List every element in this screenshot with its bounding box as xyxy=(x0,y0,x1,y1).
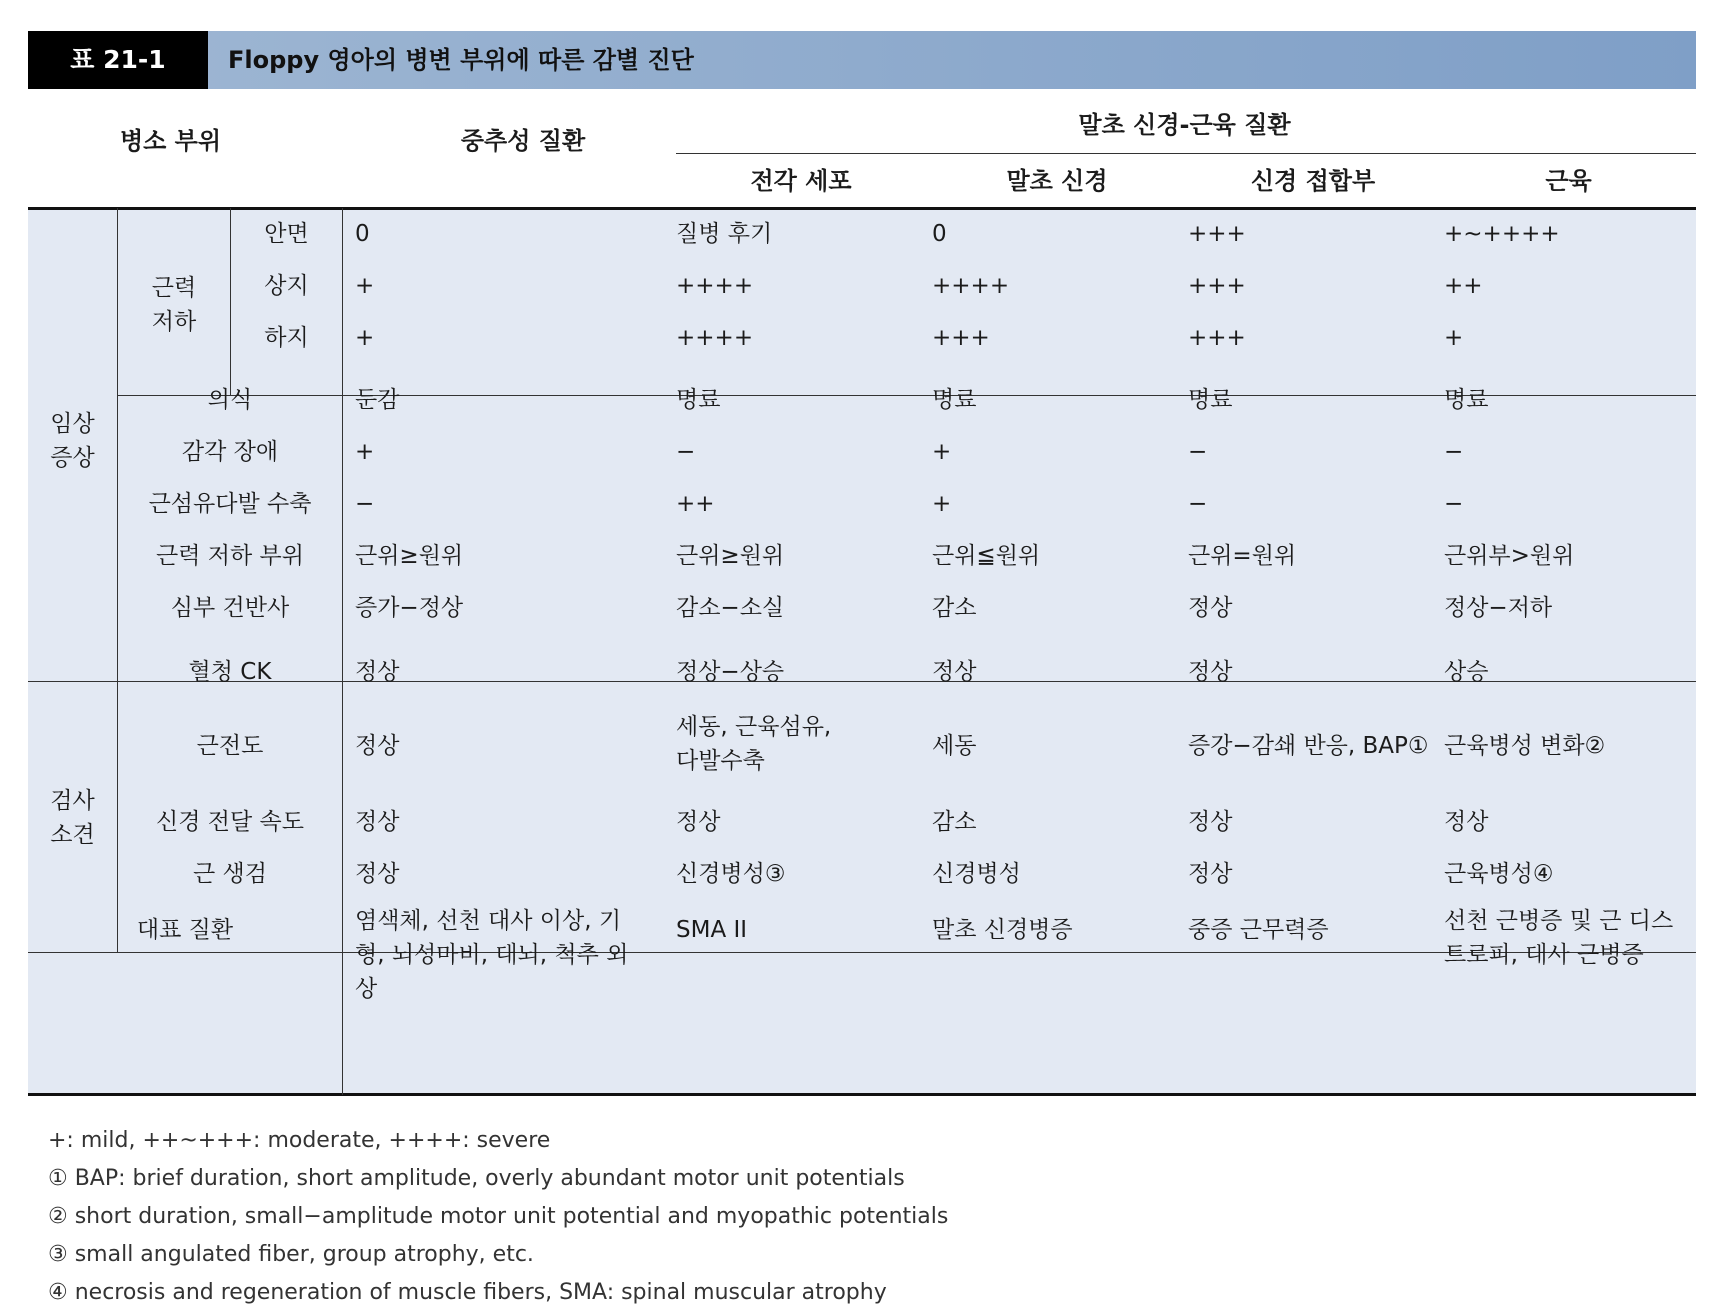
table-cell: 명료 xyxy=(932,387,977,413)
group-clinical: 임상 증상 xyxy=(50,411,95,471)
table-cell: 질병 후기 xyxy=(676,221,773,247)
table-cell: 0 xyxy=(932,221,947,247)
table-cell: 증강−감쇄 반응, BAP① xyxy=(1188,733,1429,759)
table-cell: 정상 xyxy=(355,861,400,887)
table-cell: +~++++ xyxy=(1444,221,1560,247)
table-cell: 명료 xyxy=(676,387,721,413)
header-divider xyxy=(676,153,1696,154)
table-cell: 정상 xyxy=(1188,659,1233,685)
table-number: 표 21-1 xyxy=(28,31,208,89)
table-cell: 정상 xyxy=(355,659,400,685)
row-label: 근 생검 xyxy=(193,861,267,887)
table-cell: ++++ xyxy=(932,273,1010,299)
table-cell: +++ xyxy=(1188,325,1246,351)
table-cell: 근위≦원위 xyxy=(932,543,1041,569)
table-cell: 증가−정상 xyxy=(355,595,464,621)
row-label: 상지 xyxy=(264,273,309,299)
table-cell: + xyxy=(932,439,952,465)
differential-diagnosis-table xyxy=(28,98,1696,1096)
table-cell: + xyxy=(932,491,952,517)
table-cell: ++ xyxy=(1444,273,1483,299)
table-cell: 선천 근병증 및 근 디스트로피, 대사 근병증 xyxy=(1444,908,1674,968)
table-title-bar xyxy=(28,31,1696,89)
table-bottom-rule xyxy=(28,1093,1696,1096)
group-lab: 검사 소견 xyxy=(50,788,95,848)
table-cell: 정상 xyxy=(1444,809,1489,835)
table-cell: 0 xyxy=(355,221,370,247)
table-cell: 근위부>원위 xyxy=(1444,543,1575,569)
table-cell: 염색체, 선천 대사 이상, 기형, 뇌성마비, 대뇌, 척추 외상 xyxy=(355,908,629,1002)
row-label: 혈청 CK xyxy=(188,659,272,685)
table-cell: − xyxy=(1188,439,1208,465)
header-central: 중추성 질환 xyxy=(460,127,586,155)
table-cell: − xyxy=(1188,491,1208,517)
row-label: 하지 xyxy=(264,325,309,351)
table-cell: 명료 xyxy=(1444,387,1489,413)
table-cell: + xyxy=(355,439,375,465)
table-cell: 정상 xyxy=(1188,861,1233,887)
table-cell: + xyxy=(355,273,375,299)
table-cell: 세동, 근육섬유, 다발수축 xyxy=(676,714,832,774)
footnote: ③ small angulated fiber, group atrophy, etc. xyxy=(48,1242,534,1267)
table-cell: 근위≥원위 xyxy=(676,543,785,569)
table-cell: 신경병성 xyxy=(932,861,1021,887)
table-cell: 명료 xyxy=(1188,387,1233,413)
table-cell: +++ xyxy=(932,325,990,351)
header-nmj: 신경 접합부 xyxy=(1250,167,1376,195)
table-cell: 근육병성④ xyxy=(1444,861,1554,887)
table-cell: − xyxy=(1444,491,1464,517)
table-cell: 근육병성 변화② xyxy=(1444,733,1606,759)
table-cell: 정상 xyxy=(355,809,400,835)
table-cell: 둔감 xyxy=(355,387,400,413)
table-cell: 정상 xyxy=(676,809,721,835)
table-cell: − xyxy=(1444,439,1464,465)
header-rule xyxy=(28,207,1696,210)
row-label: 감각 장애 xyxy=(181,439,279,465)
footnote: ② short duration, small−amplitude motor unit potential and myopathic potentials xyxy=(48,1204,949,1229)
header-peripheral-group: 말초 신경-근육 질환 xyxy=(1078,111,1291,139)
table-cell: 신경병성③ xyxy=(676,861,786,887)
table-cell: SMA II xyxy=(676,917,748,943)
row-label: 신경 전달 속도 xyxy=(156,809,304,835)
header-peripheral-nerve: 말초 신경 xyxy=(1006,167,1108,195)
footnotes xyxy=(48,1122,948,1312)
table-cell: 근위=원위 xyxy=(1188,543,1297,569)
table-cell: 정상 xyxy=(355,733,400,759)
row-label: 의식 xyxy=(207,387,253,413)
footnote: ① BAP: brief duration, short amplitude, overly abundant motor unit potentials xyxy=(48,1166,905,1191)
table-cell: − xyxy=(676,439,696,465)
table-cell: + xyxy=(1444,325,1464,351)
table-cell: 정상 xyxy=(932,659,977,685)
table-title: Floppy 영아의 병변 부위에 따른 감별 진단 xyxy=(228,46,694,74)
table-cell: 정상−저하 xyxy=(1444,595,1553,621)
footnote: +: mild, ++~+++: moderate, ++++: severe xyxy=(48,1128,551,1153)
table-cell: +++ xyxy=(1188,221,1246,247)
table-cell: 중증 근무력증 xyxy=(1188,917,1329,943)
footnote: ④ necrosis and regeneration of muscle fibers, SMA: spinal muscular atrophy xyxy=(48,1280,887,1305)
row-label: 대표 질환 xyxy=(136,917,234,943)
row-label: 근섬유다발 수축 xyxy=(148,491,312,517)
table-cell: 근위≥원위 xyxy=(355,543,464,569)
table-cell: 감소 xyxy=(932,595,977,621)
table-cell: ++++ xyxy=(676,325,754,351)
row-label: 심부 건반사 xyxy=(170,595,290,621)
header-muscle: 근육 xyxy=(1545,167,1592,195)
table-cell: ++ xyxy=(676,491,715,517)
table-cell: 정상 xyxy=(1188,595,1233,621)
row-label: 근전도 xyxy=(196,733,264,759)
table-cell: 말초 신경병증 xyxy=(932,917,1073,943)
table-cell: 정상 xyxy=(1188,809,1233,835)
row-label: 근력 저하 부위 xyxy=(156,543,304,569)
table-cell: 상승 xyxy=(1444,659,1489,685)
group-weakness: 근력 저하 xyxy=(151,275,197,335)
table-cell: ++++ xyxy=(676,273,754,299)
table-cell: − xyxy=(355,491,375,517)
header-lesion-site: 병소 부위 xyxy=(119,127,222,155)
table-cell: + xyxy=(355,325,375,351)
vline-label xyxy=(342,208,343,1095)
table-cell: 감소−소실 xyxy=(676,595,785,621)
table-cell: +++ xyxy=(1188,273,1246,299)
header-anterior-horn: 전각 세포 xyxy=(750,167,852,195)
table-cell: 정상−상승 xyxy=(676,659,785,685)
row-label: 안면 xyxy=(264,221,309,247)
table-cell: 감소 xyxy=(932,809,977,835)
table-cell: 세동 xyxy=(932,733,977,759)
